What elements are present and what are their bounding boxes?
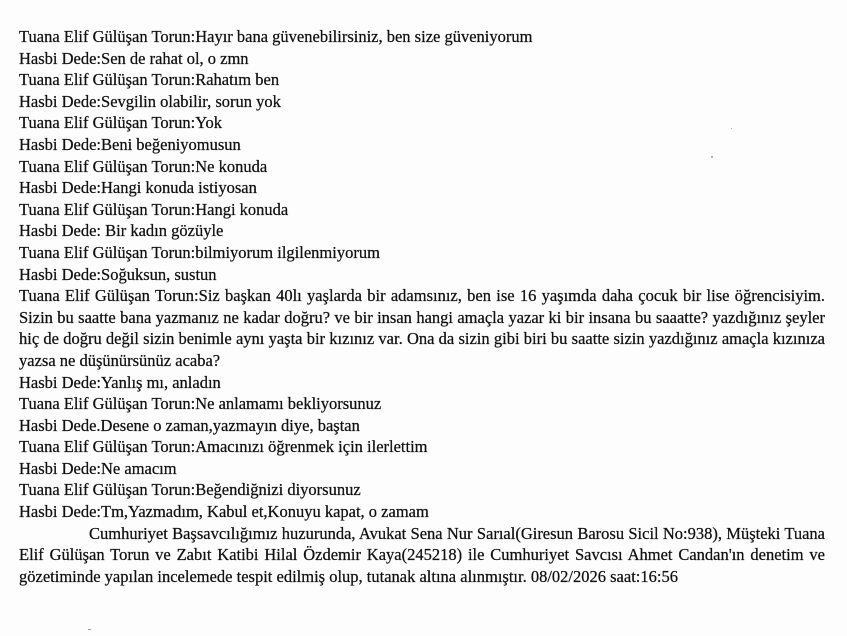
transcript-line: Tuana Elif Gülüşan Torun:bilmiyorum ilgilenmiyorum (19, 242, 380, 262)
transcript-line: Hasbi Dede:Sevgilin olabilir, sorun yok (19, 91, 281, 111)
transcript-line: Hasbi Dede:Hangi konuda istiyosan (19, 178, 257, 198)
transcript-line: Tuana Elif Gülüşan Torun:Yok (19, 113, 222, 133)
transcript-line: Hasbi Dede:Soğuksun, sustun (19, 264, 217, 284)
transcript-line: Tuana Elif Gülüşan Torun:Hayır bana güvenebilirsiniz, ben size güveniyorum (19, 27, 533, 46)
transcript-line: Hasbi Dede:Sen de rahat ol, o zmn (19, 48, 249, 68)
transcript-line: Tuana Elif Gülüşan Torun:Rahatım ben (19, 70, 280, 90)
transcript-line: Hasbi Dede:Tm,Yazmadım, Kabul et,Konuyu kapat, o zamam (19, 502, 429, 522)
transcript-line: Hasbi Dede.Desene o zaman,yazmayın diye, baştan (19, 415, 360, 435)
scan-speck (711, 156, 713, 158)
long-message-paragraph: Tuana Elif Gülüşan Torun:Siz başkan 40lı yaşlarda bir adamsınız, ben ise 16 yaşımda daha çocuk bir lise öğrencisiyim. Sizin bu saatte bana yazmanız ne kadar doğru? ve bir insan hangi amaçla yazar ki bir insana bu saaatte? yazdığınız şeyler hiç de doğru değil sizin benimle aynı yaşta bir kızınız var. Ona da sizin gibi biri bu saatte sizin yazdığınız amaçla kızınıza yazsa ne düşünürsünüz acaba? (19, 286, 825, 370)
scan-speck (731, 128, 732, 129)
transcript-line: Tuana Elif Gülüşan Torun:Ne konuda (19, 156, 268, 176)
transcript-line: Hasbi Dede:Yanlış mı, anladın (19, 372, 221, 392)
transcript-line: Tuana Elif Gülüşan Torun:Amacınızı öğrenmek için ilerlettim (19, 437, 428, 457)
transcript-line: Hasbi Dede: Bir kadın gözüyle (19, 221, 224, 241)
transcript-line: Tuana Elif Gülüşan Torun:Beğendiğnizi diyorsunuz (19, 480, 361, 500)
official-statement-paragraph: Cumhuriyet Başsavcılığımız huzurunda, Avukat Sena Nur Sarıal(Giresun Barosu Sicil No:938), Müşteki Tuana Elif Gülüşan Torun ve Zabıt Katibi Hilal Özdemir Kaya(245218) ile Cumhuriyet Savcısı Ahmet Candan'ın denetim ve gözetiminde yapılan incelemede tespit edilmiş olup, tutanak altına alınmıştır. 08/02/2026 saat:16:56 (19, 523, 825, 586)
transcript-line: Hasbi Dede:Ne amacım (19, 458, 177, 478)
transcript-line: Hasbi Dede:Beni beğeniyomusun (19, 134, 241, 154)
document-body (19, 26, 829, 587)
transcript-line: Tuana Elif Gülüşan Torun:Ne anlamamı bekliyorsunuz (19, 394, 382, 414)
transcript-line: Tuana Elif Gülüşan Torun:Hangi konuda (19, 199, 289, 219)
scan-speck (88, 629, 91, 630)
